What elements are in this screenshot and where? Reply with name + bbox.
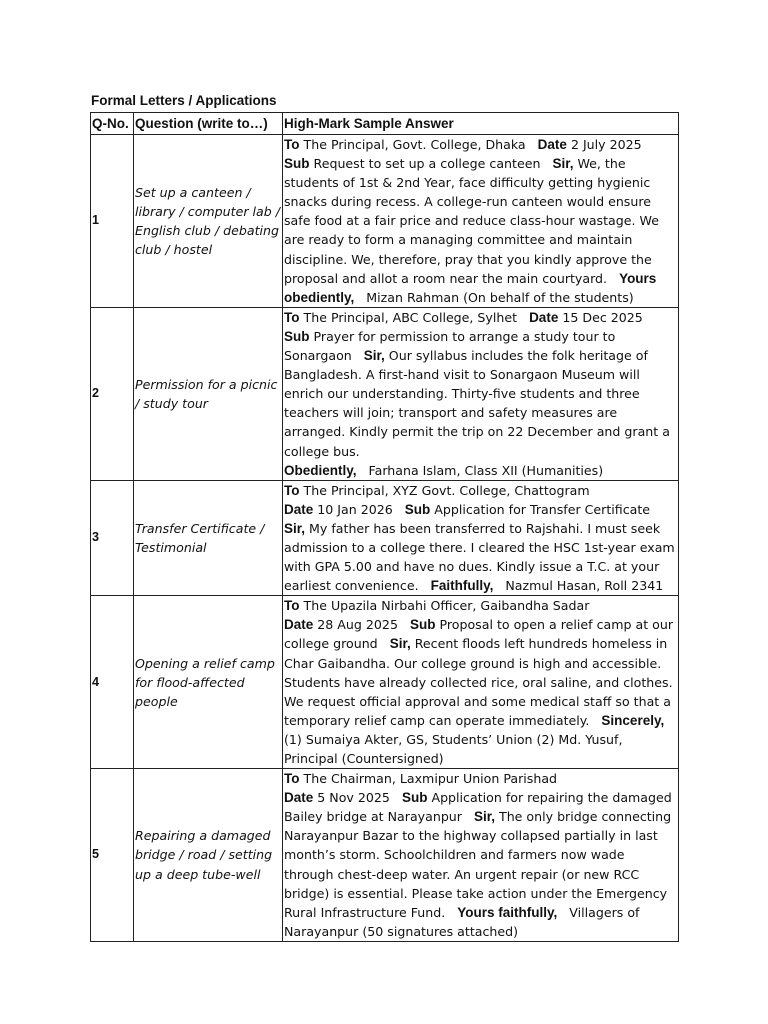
closing: Yours faithfully, [457, 904, 558, 920]
letter-body: The only bridge connecting Narayanpur Bazar to the highway collapsed partially in last month’s storm. Schoolchildren and farmers now wade through chest-deep water. An urgent repair (or new RCC bridge) is essential. Please take action under the Emergency Rural Infrastructure Fund. [284, 809, 672, 920]
table-row [91, 135, 679, 308]
header-row [91, 113, 679, 135]
header-question: Question (write to…) [134, 113, 283, 135]
signature: Mizan Rahman (On behalf of the students) [366, 289, 634, 305]
to-keyword: To [284, 482, 300, 498]
date-keyword: Date [537, 137, 567, 152]
signature: Nazmul Hasan, Roll 2341 [505, 578, 664, 594]
answer-cell [283, 307, 679, 480]
salutation: Sir, [552, 156, 574, 172]
date-value: 2 July 2025 [570, 137, 642, 152]
closing: Yours obediently, [284, 270, 657, 305]
salutation: Sir, [473, 809, 495, 825]
salutation: Sir, [363, 348, 385, 364]
letter-body: Recent floods left hundreds homeless in Char Gaibandha. Our college ground is high and accessible. Students have already collected rice, oral saline, and clothes. We request official approval and some medical staff so that a temporary relief camp can operate immediately. [284, 636, 673, 728]
row-number: 1 [91, 135, 134, 308]
question-cell: Transfer Certificate / Testimonial [134, 480, 283, 596]
subject-keyword: Sub [404, 501, 431, 517]
recipient: The Principal, Govt. College, Dhaka [303, 137, 526, 152]
answer-cell [283, 135, 679, 308]
row-number: 3 [91, 480, 134, 596]
answer-cell [283, 596, 679, 769]
answer-cell [283, 480, 679, 596]
row-number: 2 [91, 307, 134, 480]
date-value: 5 Nov 2025 [317, 790, 390, 806]
page-title: Formal Letters / Applications [91, 93, 277, 108]
subject-text: Proposal to open a relief camp at our college ground [284, 617, 674, 652]
subject-keyword: Sub [284, 156, 310, 172]
date-keyword: Date [529, 309, 559, 325]
row-number: 5 [91, 769, 134, 942]
date-value: 28 Aug 2025 [317, 617, 398, 633]
to-keyword: To [284, 309, 300, 325]
letter-body: My father has been transferred to Rajshahi. I must seek admission to a college there. I cleared the HSC 1st-year exam with GPA 5.00 and have no dues. Kindly issue a T.C. at your earliest convenience. [284, 520, 675, 594]
subject-text: Request to set up a college canteen [313, 156, 541, 172]
to-keyword: To [284, 137, 300, 152]
subject-text: Application for Transfer Certificate [434, 501, 651, 517]
table-row [91, 307, 679, 480]
salutation: Sir, [389, 636, 411, 652]
letter-body: Our syllabus includes the folk heritage of Bangladesh. A first-hand visit to Sonargaon Museum will enrich our understanding. Thirty-five students and three teachers will join; transport and safety measures are arranged. Kindly permit the trip on 22 December and grant a college bus. [284, 348, 670, 459]
header-qno: Q-No. [91, 113, 134, 135]
table-row [91, 480, 679, 596]
question-cell: Opening a relief camp for flood-affected people [134, 596, 283, 769]
letter-body: We, the students of 1st & 2nd Year, face difficulty getting hygienic snacks during recess. A college-run canteen would ensure safe food at a fair price and reduce class-hour wastage. We are ready to form a managing committee and maintain discipline. We, therefore, pray that you kindly approve the proposal and allot a room near the main courtyard. [284, 156, 659, 286]
table-row [91, 769, 679, 942]
to-keyword: To [284, 598, 300, 614]
row-number: 4 [91, 596, 134, 769]
subject-keyword: Sub [409, 617, 436, 633]
table-row [91, 596, 679, 769]
closing: Sincerely, [601, 712, 665, 728]
letters-table [90, 112, 679, 942]
date-value: 10 Jan 2026 [317, 501, 393, 517]
answer-cell [283, 769, 679, 942]
signature: Farhana Islam, Class XII (Humanities) [368, 462, 604, 478]
salutation: Sir, [284, 520, 306, 536]
recipient: The Chairman, Laxmipur Union Parishad [303, 771, 558, 787]
closing: Obediently, [284, 462, 357, 478]
signature: (1) Sumaiya Akter, GS, Students’ Union (2) Md. Yusuf, Principal (Countersigned) [284, 731, 623, 766]
recipient: The Upazila Nirbahi Officer, Gaibandha Sadar [303, 598, 590, 614]
header-answer: High-Mark Sample Answer [283, 113, 679, 135]
date-keyword: Date [284, 617, 314, 633]
date-keyword: Date [284, 501, 314, 517]
recipient: The Principal, ABC College, Sylhet [303, 309, 518, 325]
date-keyword: Date [284, 790, 314, 806]
closing: Faithfully, [430, 578, 494, 594]
subject-text: Prayer for permission to arrange a study tour to Sonargaon [284, 328, 616, 364]
signature: Villagers of Narayanpur (50 signatures attached) [284, 904, 640, 939]
question-cell: Permission for a picnic / study tour [134, 307, 283, 480]
subject-text: Application for repairing the damaged Bailey bridge at Narayanpur [284, 790, 672, 825]
question-cell: Repairing a damaged bridge / road / setting up a deep tube-well [134, 769, 283, 942]
to-keyword: To [284, 771, 300, 787]
subject-keyword: Sub [284, 328, 310, 344]
subject-keyword: Sub [401, 790, 428, 806]
recipient: The Principal, XYZ Govt. College, Chattogram [303, 482, 590, 498]
question-cell: Set up a canteen / library / computer lab / English club / debating club / hostel [134, 135, 283, 308]
date-value: 15 Dec 2025 [562, 309, 643, 325]
